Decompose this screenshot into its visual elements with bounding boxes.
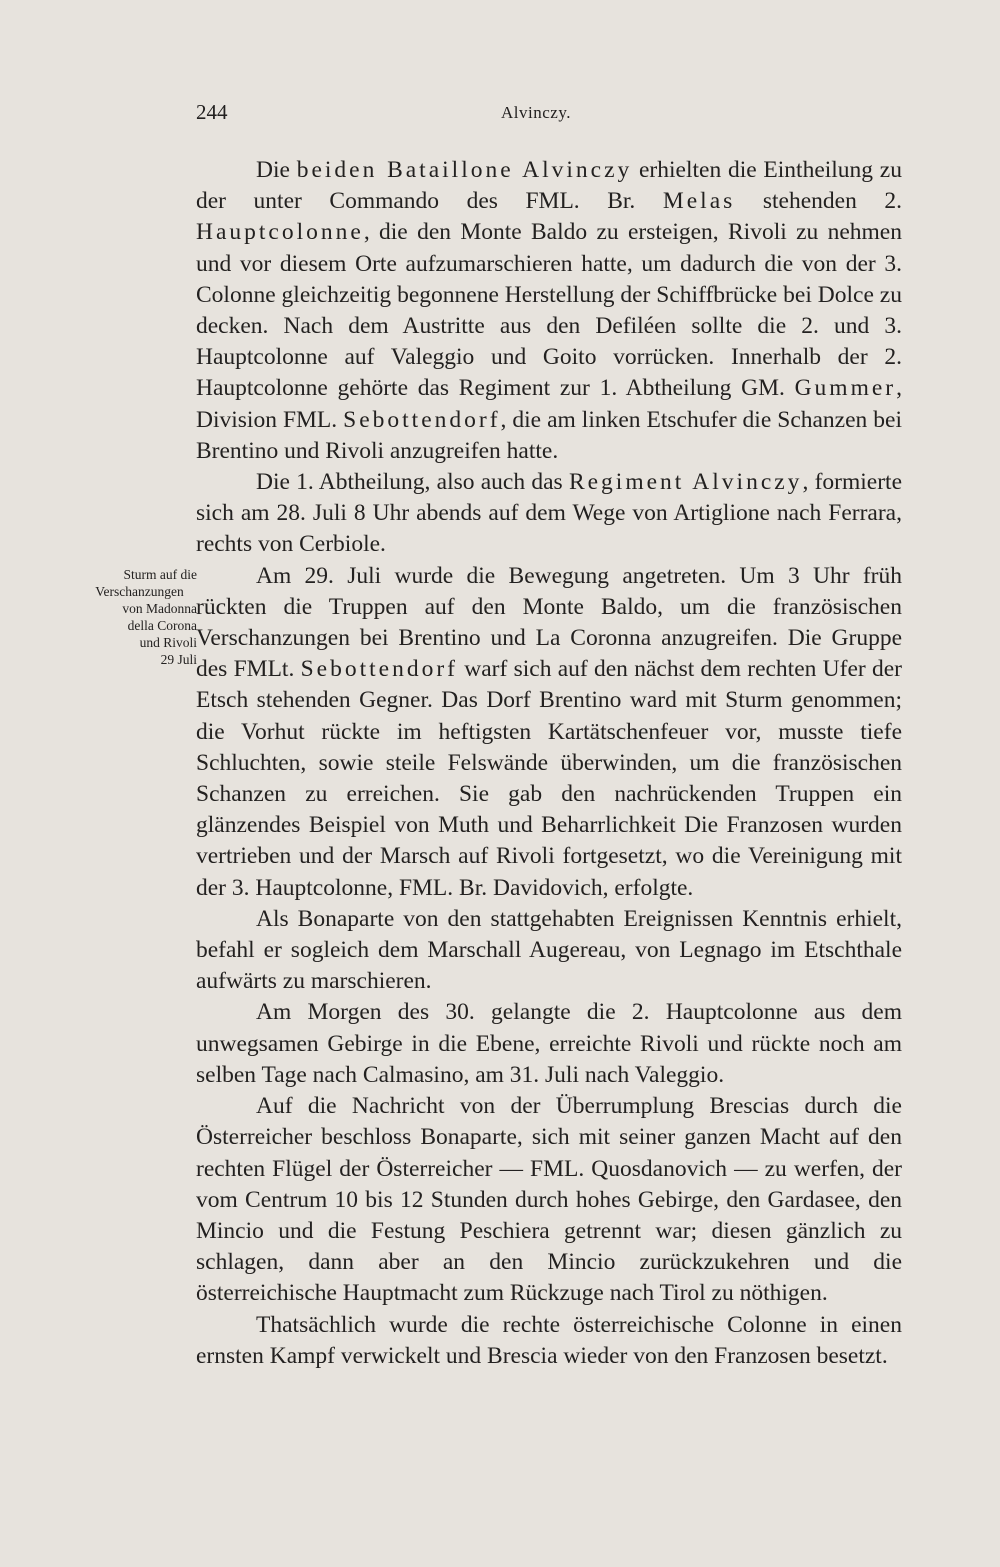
text-run: Als Bonaparte von den stattgehabten Ereignissen Kenntnis erhielt, befahl er sogleich dem Marschall Augereau, von Legnago im Etschthale aufwärts zu marschieren. [196,905,902,995]
margin-note-line: Verschanzungen [95,584,184,599]
margin-note-line: Sturm auf die [123,567,197,582]
text-run: Am Morgen des 30. gelangte die 2. Hauptcolonne aus dem unwegsamen Gebirge in die Ebene, erreichte Rivoli und rückte noch am selben Tage nach Calmasino, am 31. Juli nach Valeggio. [196,999,902,1088]
page-header [196,100,896,130]
body-text [196,155,902,1372]
paragraph [196,561,902,904]
text-run: Am 29. Juli wurde die Bewegung angetreten. Um 3 Uhr früh rückten die Truppen auf den Monte Baldo, um die französischen Verschanzungen bei Brentino und La Coronna anzugreifen. Die Gruppe des FMLt. [196,562,902,683]
margin-note-line: und Rivoli [139,635,197,650]
paragraph [196,1091,902,1309]
text-run: Auf die Nachricht von der Überrumplung Brescias durch die Österreicher beschloss Bonaparte, sich mit seiner ganzen Macht auf den rechten Flügel der Österreicher — FML. Quosdanovich — zu werfen, der vom Centrum 10 bis 12 Stunden durch hohes Gebirge, den Gardasee, den Mincio und die Festung Peschiera getrennt war; diesen gänzlich zu schlagen, dann aber an den Mincio zurückzukehren und die österreichische Hauptmacht zum Rückzuge nach Tirol zu nöthigen. [196,1093,902,1307]
running-title: Alvinczy. [501,103,571,122]
spaced-text: Hauptcolonne [196,219,364,246]
text-run: warf sich auf den nächst dem rechten Ufer der Etsch stehenden Gegner. Das Dorf Brentino ward mit Sturm genommen; die Vorhut rückte im heftigsten Kartätschenfeuer vor, musste tiefe Schluchten, sowie steile Felswände überwinden, um die französischen Schanzen zu erreichen. Sie gab den nachrückenden Truppen ein glänzendes Beispiel von Muth und Beharrlichkeit Die Franzosen wurden vertrieben und der Marsch auf Rivoli fortgesetzt, wo die Vereinigung mit der 3. Hauptcolonne, FML. Br. Davidovich, erfolgte. [196,656,902,901]
spaced-text: Melas [662,188,736,215]
spaced-text: Sebottendorf [300,656,458,683]
text-run: Die [256,157,297,183]
text-run: , Division FML. [196,375,902,433]
spaced-text: Sebottendorf [343,406,501,433]
paragraph [196,904,902,998]
text-run: stehenden 2. [735,188,902,215]
text-run: Thatsächlich wurde die rechte österreichische Colonne in einen ernsten Kampf verwickelt und Brescia wieder von den Franzosen besetzt. [196,1311,902,1369]
text-run: , die am linken Etschufer die Schanzen bei Brentino und Rivoli anzugreifen hatte. [196,406,902,464]
spaced-text: Gummer [794,375,897,402]
paragraph [196,997,902,1091]
margin-note-line: 29 Juli [160,652,197,667]
margin-note-line: della Corona [127,618,197,633]
spaced-text: beiden Bataillone Alvinczy [296,157,633,183]
paragraph [196,1310,902,1372]
margin-note-line: von Madonna [122,601,197,616]
spaced-text: Regiment Alvinczy [568,469,803,496]
text-run: , formierte sich am 28. Juli 8 Uhr abends auf dem Wege von Artiglione nach Ferrara, rechts von Cerbiole. [196,469,902,558]
paragraph [196,155,902,467]
text-run: Die 1. Abtheilung, also auch das [256,469,569,496]
page-number: 244 [196,100,228,124]
paragraph [196,467,902,561]
margin-note [82,566,197,668]
text-run: , die den Monte Baldo zu ersteigen, Rivoli zu nehmen und vor diesem Orte aufzumarschieren hatte, um dadurch die von der 3. Colonne gleichzeitig begonnene Herstellung der Schiffbrücke bei Dolce zu decken. Nach dem Austritte aus den Defiléen sollte die 2. und 3. Hauptcolonne auf Valeggio und Goito vorrücken. Innerhalb der 2. Hauptcolonne gehörte das Regiment zur 1. Abtheilung GM. [196,219,902,402]
text-run: erhielten die Eintheilung zu der unter Commando des FML. Br. [196,157,902,215]
